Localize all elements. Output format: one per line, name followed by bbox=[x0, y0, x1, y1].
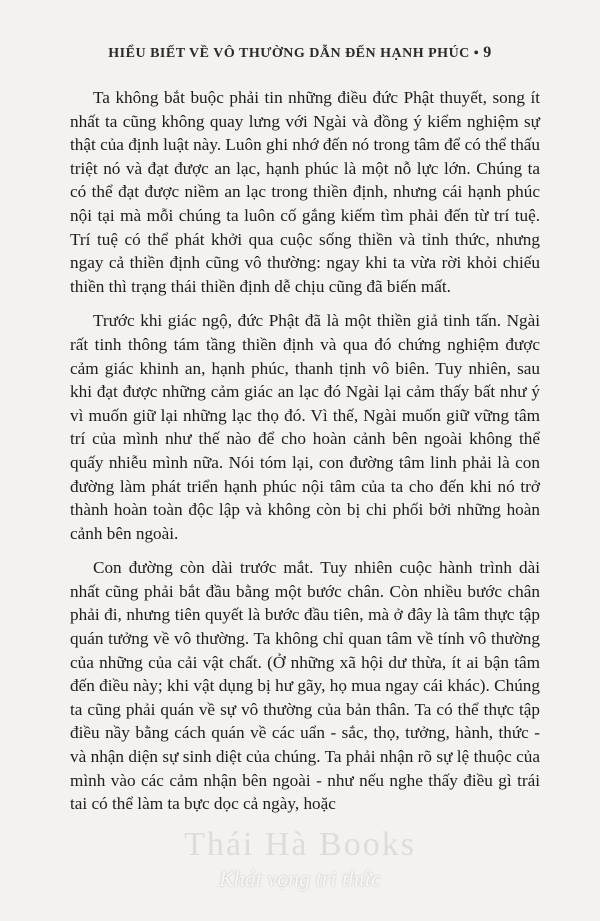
running-header-title: HIỂU BIẾT VỀ VÔ THƯỜNG DẪN ĐẾN HẠNH PHÚC bbox=[108, 46, 470, 61]
page-body bbox=[70, 86, 540, 827]
page-number: 9 bbox=[483, 44, 492, 61]
paragraph-3: Con đường còn dài trước mắt. Tuy nhiên cuộc hành trình dài nhất cũng phải bắt đầu bằng một bước chân. Còn nhiều bước chân phải đi, nhưng tiên quyết là bước đầu tiên, mà ở đây là tâm thực tập quán tưởng về vô thường. Ta không chỉ quan tâm về tính vô thường của những của cải vật chất. (Ở những xã hội dư thừa, ít ai bận tâm đến điều này; khi vật dụng bị hư gãy, họ mua ngay cái khác). Chúng ta cũng phải quán về sự vô thường của bản thân. Ta có thể thực tập điều nầy bằng cách quán về các uẩn - sắc, thọ, tưởng, hành, thức - và nhận diện sự sinh diệt của chúng. Ta phải nhận rõ sự lệ thuộc của mình vào các cảm nhận bên ngoài - như nếu nghe thấy điều gì trái tai có thể làm ta bực dọc cả ngày, hoặc bbox=[70, 558, 540, 814]
running-header bbox=[0, 44, 600, 62]
watermark-brand: Thái Hà Books bbox=[184, 826, 416, 863]
paragraph-1: Ta không bắt buộc phải tin những điều đức Phật thuyết, song ít nhất ta cũng không quay lưng với Ngài và đồng ý kiểm nghiệm sự thật của định luật này. Luôn ghi nhớ đến nó trong tâm để có thể thấu triệt nó và đạt được an lạc, hạnh phúc là một nỗ lực lớn. Chúng ta có thể đạt được niềm an lạc trong thiền định, nhưng cái hạnh phúc nội tại mà mỗi chúng ta luôn cố gắng kiếm tìm phải đến từ trí tuệ. Trí tuệ có thể phát khởi qua cuộc sống thiền và tỉnh thức, nhưng ngay cả thiền định cũng vô thường: ngay khi ta vừa rời khỏi chiếu thiền thì trạng thái thiền định dễ chịu cũng đã biến mất. bbox=[70, 88, 541, 296]
paragraph-2: Trước khi giác ngộ, đức Phật đã là một thiền giả tinh tấn. Ngài rất tinh thông tám tầng thiền định và qua đó chứng nghiệm được cảm giác khinh an, hạnh phúc, thanh tịnh vô biên. Tuy nhiên, sau khi đạt được những cảm giác an lạc đó Ngài lại cảm thấy bất như ý vì muốn giữ lại những lạc thọ đó. Vì thế, Ngài muốn giữ vững tâm trí của mình như thế nào để cho hoàn cảnh bên ngoài không thể quấy nhiễu mình nữa. Nói tóm lại, con đường tâm linh phải là con đường làm phát triển hạnh phúc nội tâm của ta cho đến khi nó trở thành hoàn toàn độc lập và không còn bị chi phối bởi những hoàn cảnh bên ngoài. bbox=[70, 311, 540, 543]
watermark-tagline: Khát vọng tri thức bbox=[219, 866, 381, 891]
header-separator: • bbox=[473, 46, 480, 61]
